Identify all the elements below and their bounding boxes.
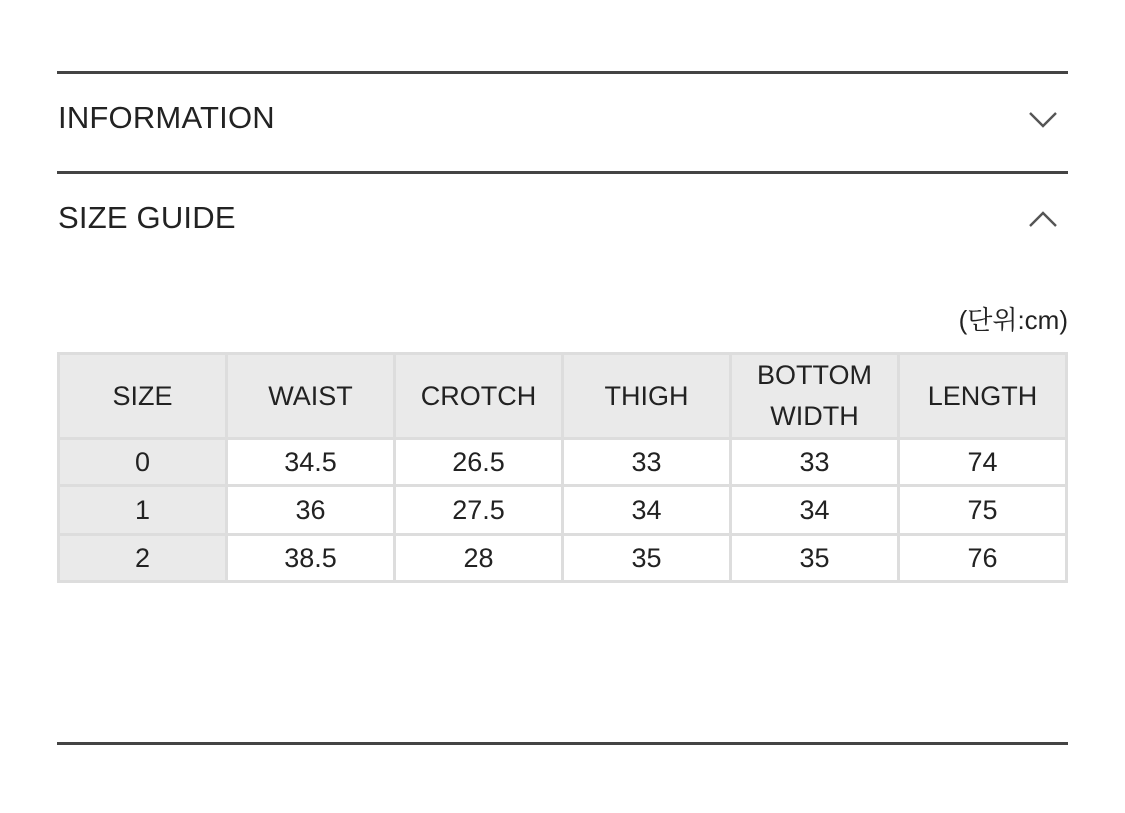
size-cell: 1 bbox=[59, 486, 227, 535]
divider bbox=[57, 171, 1068, 174]
thigh-cell: 35 bbox=[563, 535, 731, 582]
crotch-cell: 27.5 bbox=[395, 486, 563, 535]
column-header-length: LENGTH bbox=[899, 354, 1067, 439]
table-row bbox=[59, 439, 1067, 486]
column-header-bottom-width: BOTTOM WIDTH bbox=[731, 354, 899, 439]
information-title: INFORMATION bbox=[58, 100, 275, 135]
waist-cell: 36 bbox=[227, 486, 395, 535]
chevron-up-icon[interactable] bbox=[1028, 204, 1058, 234]
column-header-size: SIZE bbox=[59, 354, 227, 439]
bottom-width-cell: 34 bbox=[731, 486, 899, 535]
column-header-thigh: THIGH bbox=[563, 354, 731, 439]
divider bbox=[57, 742, 1068, 745]
waist-cell: 34.5 bbox=[227, 439, 395, 486]
chevron-down-icon[interactable] bbox=[1028, 104, 1058, 134]
column-header-crotch: CROTCH bbox=[395, 354, 563, 439]
information-accordion-header[interactable] bbox=[57, 88, 1068, 148]
length-cell: 76 bbox=[899, 535, 1067, 582]
thigh-cell: 33 bbox=[563, 439, 731, 486]
size-guide-table bbox=[57, 352, 1068, 583]
size-cell: 0 bbox=[59, 439, 227, 486]
table-row bbox=[59, 535, 1067, 582]
table-row bbox=[59, 486, 1067, 535]
size-cell: 2 bbox=[59, 535, 227, 582]
divider bbox=[57, 71, 1068, 74]
crotch-cell: 26.5 bbox=[395, 439, 563, 486]
size-guide-accordion-header[interactable] bbox=[57, 188, 1068, 248]
thigh-cell: 34 bbox=[563, 486, 731, 535]
table-header-row bbox=[59, 354, 1067, 439]
size-guide-title: SIZE GUIDE bbox=[58, 200, 236, 235]
waist-cell: 38.5 bbox=[227, 535, 395, 582]
unit-note: (단위:cm) bbox=[958, 305, 1068, 335]
length-cell: 75 bbox=[899, 486, 1067, 535]
column-header-waist: WAIST bbox=[227, 354, 395, 439]
bottom-width-cell: 33 bbox=[731, 439, 899, 486]
length-cell: 74 bbox=[899, 439, 1067, 486]
crotch-cell: 28 bbox=[395, 535, 563, 582]
bottom-width-cell: 35 bbox=[731, 535, 899, 582]
